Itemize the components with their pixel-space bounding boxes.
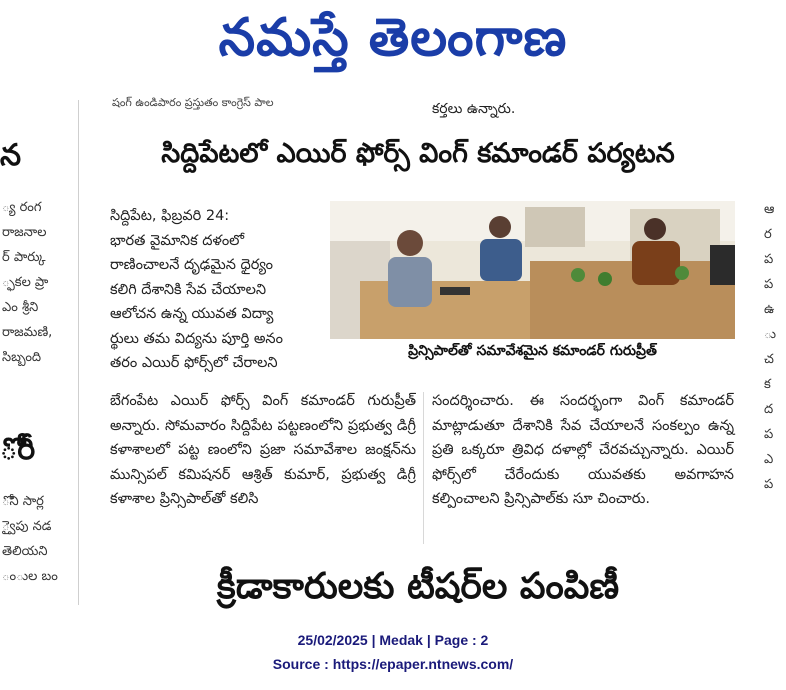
left-column-strip bbox=[0, 92, 72, 612]
column-divider bbox=[423, 392, 424, 544]
intro-line: తరం ఎయిర్ ఫోర్స్‌లో చేరాలని bbox=[110, 355, 278, 371]
right-line: క bbox=[764, 377, 771, 392]
source-link[interactable]: Source : https://epaper.ntnews.com/ bbox=[272, 656, 514, 672]
right-line: ఆ bbox=[764, 202, 775, 217]
masthead bbox=[0, 0, 786, 80]
article-headline: సిద్దిపేటలో ఎయిర్ ఫోర్స్ వింగ్ కమాండర్ పర్యటన bbox=[161, 138, 675, 169]
intro-line: ఆలోచన ఉన్న యువత విద్యా bbox=[110, 306, 274, 322]
right-line: ఎ bbox=[764, 452, 774, 467]
right-line: ప bbox=[764, 252, 774, 267]
left-line: రాజనాల bbox=[2, 225, 47, 240]
meeting-photo-illustration bbox=[330, 201, 735, 339]
right-line: ర bbox=[764, 227, 772, 242]
right-column-strip bbox=[762, 92, 786, 612]
left-line: తెలియని bbox=[2, 544, 48, 559]
edition-info: 25/02/2025 | Medak | Page : 2 bbox=[297, 632, 489, 648]
right-line: ప bbox=[764, 277, 774, 292]
left-heading-2: ోరీ bbox=[0, 432, 36, 467]
left-line: రాజమణి, bbox=[2, 325, 53, 340]
left-line: ోని సార్ల bbox=[2, 494, 44, 509]
left-line: ్ఫకల ప్రా bbox=[2, 275, 49, 290]
photo-caption: ప్రిన్సిపాల్‌తో సమావేశమైన కమాండర్ గురుప్రీత్ bbox=[408, 343, 657, 359]
intro-line: ర్థులు తమ విద్యను పూర్తి అనం bbox=[110, 330, 283, 347]
right-line: చ bbox=[764, 352, 774, 367]
left-line: ర్ పార్కు bbox=[2, 250, 46, 265]
column-divider bbox=[78, 100, 79, 605]
previous-article-fragment: షంగ్ ఉండిపారం ప్రస్తుతం కాంగ్రెస్ పాల bbox=[112, 96, 274, 109]
right-line: ప bbox=[764, 477, 774, 492]
previous-article-ending: కర్తలు ఉన్నారు. bbox=[432, 101, 516, 117]
intro-line: రాణించాలనే దృఢమైన ధైర్యం bbox=[110, 257, 273, 273]
page-footer bbox=[0, 628, 786, 676]
left-line: ంుల బం bbox=[2, 569, 58, 584]
dateline: సిద్దిపేట, ఫిబ్రవరి 24: bbox=[110, 208, 230, 224]
left-line: ్య రంగ bbox=[2, 200, 42, 215]
article-body-left: బేగంపేట ఎయిర్ ఫోర్స్ వింగ్ కమాండర్ గురుప్రీత్ అన్నారు. సోమవారం సిద్దిపేట పట్టణంలోని ప్రభుత్వ డిగ్రీ కళాశాలలో పట్ట ణంలోని ప్రజా సమావేశాల జంక్షన్‌ను మున్సిపల్ కమిషనర్ ఆశ్రిత్ కుమార్, ప్రభుత్వ డిగ్రీ కళాశాల ప్రిన్సిపాల్‌తో కలిసి bbox=[110, 393, 416, 507]
left-line: ఎం శ్రీని bbox=[2, 300, 39, 315]
newspaper-title: నమస్తే తెలంగాణ bbox=[218, 8, 568, 68]
right-line: ఉ bbox=[764, 302, 775, 317]
article-photo bbox=[330, 201, 735, 339]
next-article-headline: క్రీడాకారులకు టీషర్‌ల పంపిణీ bbox=[216, 566, 620, 607]
article-body-right: సందర్శించారు. ఈ సందర్భంగా వింగ్ కమాండర్ మాట్లాడుతూ దేశానికి సేవ చేయాలనే సంకల్పం ఉన్న ప్రతి ఒక్కరూ త్రివిధ దళాల్లో చేరవచ్చున్నారు. ఎయిర్ ఫోర్స్‌లో చేరేందుకు యువతకు అవగాహన కల్పించాలని ప్రిన్సిపాల్‌కు సూ చించారు. bbox=[432, 393, 734, 507]
intro-line: కలిగి దేశానికి సేవ చేయాలని bbox=[110, 281, 267, 298]
right-line: ద bbox=[764, 402, 774, 417]
intro-line: భారత వైమానిక దళంలో bbox=[110, 232, 245, 249]
right-line: ు bbox=[764, 327, 777, 342]
left-heading-1: న bbox=[0, 138, 22, 173]
left-line: సిబ్బంది bbox=[2, 350, 42, 365]
right-line: ప bbox=[764, 427, 774, 442]
left-line: ్వైపు నడ bbox=[2, 519, 52, 534]
article-intro bbox=[110, 204, 325, 376]
